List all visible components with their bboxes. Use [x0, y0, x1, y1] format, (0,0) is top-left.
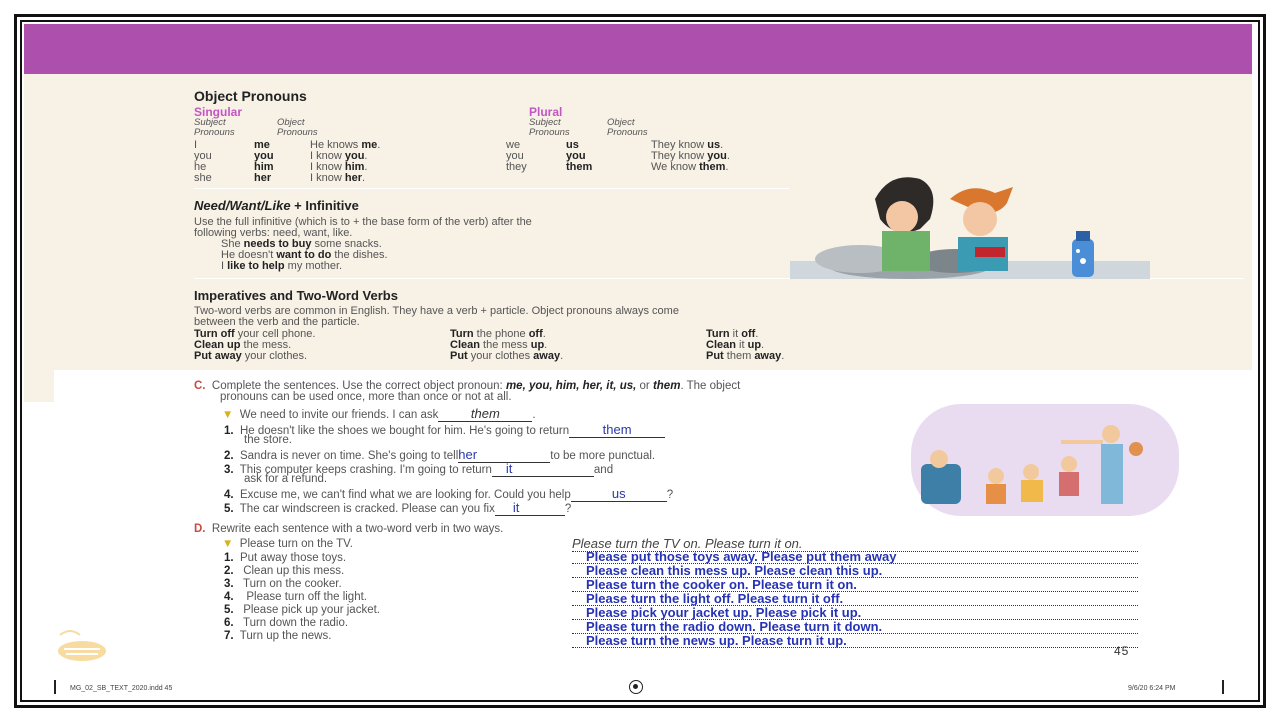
object-pronouns-title: Object Pronouns: [194, 88, 307, 104]
exercise-d-example-a: Please turn the TV on. Please turn it on.: [572, 536, 1138, 552]
messy-room-illustration: [911, 404, 1179, 516]
exercise-d-questions: 1. Put away those toys. 2. Clean up this mess. 3. Turn on the cooker. 4. Please turn off the light. 5. Please pick up your jacket. 6. Turn down the radio. 7. Turn up the news.: [224, 552, 380, 642]
imperatives-title: Imperatives and Two-Word Verbs: [194, 288, 398, 303]
imperative-examples-col3: Turn it off. Clean it up. Put them away.: [706, 328, 785, 362]
exercise-d-answers: Please put those toys away. Please put them away Please clean this mess up. Please clean this up. Please turn the cooker on. Please turn it on. Please turn the light off. Please turn it off. Please pick your jacket up. Please pick it up. Please turn the radio down. Please turn it down. Please turn the news up. Please turn it up.: [572, 550, 1138, 648]
page-number: 45: [1114, 644, 1130, 658]
footer-file-name: MG_02_SB_TEXT_2020.indd 45: [70, 685, 173, 692]
publisher-logo-icon: [54, 629, 110, 663]
header-bar: [24, 24, 1252, 74]
plural-heading: Plural: [529, 105, 563, 119]
registration-mark-icon: [629, 680, 643, 694]
exercise-c-example: ▼ We need to invite our friends. I can ask them .: [222, 406, 536, 421]
footer-timestamp: 9/6/20 6:24 PM: [1128, 685, 1176, 692]
infinitive-title: Need/Want/Like + Infinitive: [194, 198, 359, 213]
exercise-c-item-2: 2. Sandra is never on time. She's going to tellher to be more punctual.: [224, 447, 656, 462]
exercise-d-instructions: D. Rewrite each sentence with a two-word verb in two ways.: [194, 523, 504, 535]
textbook-page: Object Pronouns Singular Subject Pronouns Object Pronouns I me He knows me. you you I know you. he him I know him. she her I know her. Plural Subject Pronouns Object Pronouns we us They know us. you you They know you. they them We know them. Need/Want/Like + Infinitive Use the full infinitive (which is to + the base form of the verb) after the following verbs: need, want, like. She needs to buy some snacks. He doesn't want to do the dishes. I like to help my mother. Imperatives and Two-Word Verbs Two-word verbs are common in English. They have a verb + particle. Object pronouns always come between the verb and the particle. Turn off your cell phone. Clean up the mess. Put away your clothes. Turn the phone off. Clean the mess up. Put your clothes away. Turn it off. Clean it up. Put them away. C. Complete the sentences. Use the correct object pronoun: me, you, him, her, it, us, or them. The object pronouns can be used once, more than once or not at all. ▼ We need to invite our friends. I can ask them . 1. He doesn't like the shoes we bought for him. He's going to return them the store. 2. Sandra is never on time. She's going to tellher to be more punctual. 3. This computer keeps crashing. I'm going to return it and ask for a refund. 4. Excuse me, we can't find what we are looking for. Could you help us ? 5. The car windscreen is cracked. Please can you fix it ? D. Rewrite each sentence with a two-word verb in two ways. ▼ Please turn on the TV. Please turn the TV on. Please turn it on. 1. Put away those toys. 2. Clean up this mess. 3. Turn on the cooker. 4. Please turn off the light. 5. Please pick up your jacket. 6. Turn down the radio. 7. Turn up the news. Please put those toys away. Please put them away Please clean this mess up. Please clean this up. Please turn the cooker on. Please turn it on. Please turn the light off. Please turn it off. Please pick your jacket up. Please pick it up. Please turn the radio down. Please turn it down. Please turn the news up. Please turn it up. 45 MG_02_SB_TEXT_2020.indd 45 9/6/20 6:24 PM: [24, 24, 1258, 700]
singular-table: I me He knows me. you you I know you. he him I know him. she her I know her.: [194, 139, 381, 184]
exercise-c-instructions: C. Complete the sentences. Use the correct object pronoun: me, you, him, her, it, us, or them. The object: [194, 380, 741, 392]
exercise-c-item-1: 1. He doesn't like the shoes we bought for him. He's going to return them: [224, 424, 665, 438]
singular-heading: Singular: [194, 105, 243, 119]
page-frame: [20, 20, 1260, 702]
plural-table: we us They know us. you you They know you. they them We know them.: [506, 139, 730, 173]
exercise-c-item-5: 5. The car windscreen is cracked. Please can you fix it ?: [224, 500, 572, 515]
kids-dishes-illustration: [790, 169, 1154, 281]
exercise-d-example-q: ▼ Please turn on the TV.: [222, 538, 353, 550]
imperative-examples-col2: Turn the phone off. Clean the mess up. Put your clothes away.: [450, 328, 564, 362]
exercise-c-item-4: 4. Excuse me, we can't find what we are looking for. Could you help us ?: [224, 486, 674, 501]
exercise-c-item-3: 3. This computer keeps crashing. I'm going to return it and: [224, 461, 614, 476]
imperative-examples-col1: Turn off your cell phone. Clean up the mess. Put away your clothes.: [194, 328, 316, 362]
